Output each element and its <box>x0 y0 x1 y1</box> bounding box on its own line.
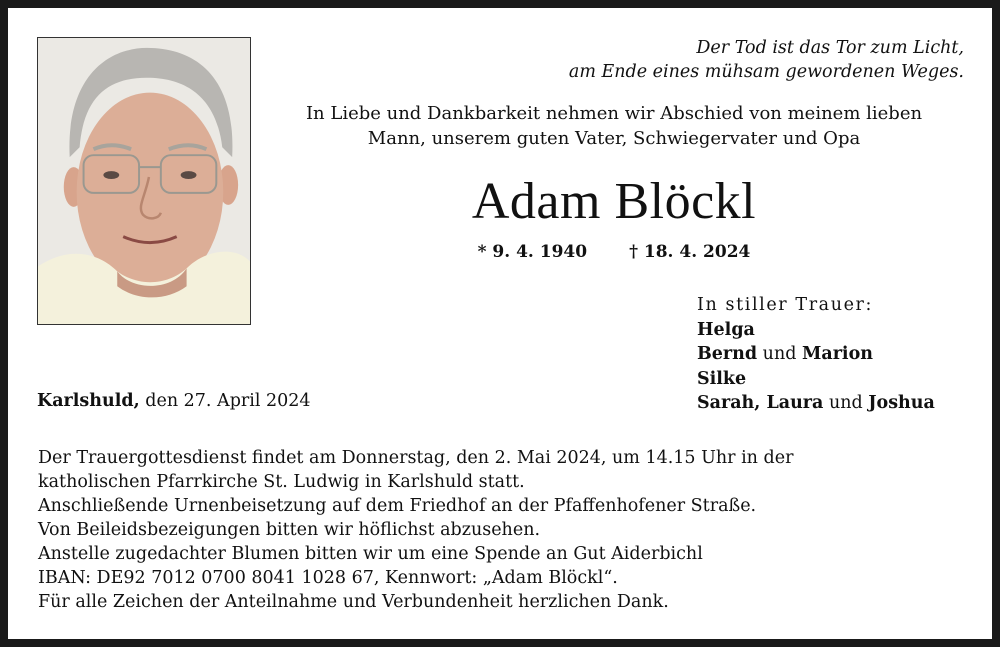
place: Karlshuld, <box>37 391 140 411</box>
birth-date: * 9. 4. 1940 <box>477 242 588 262</box>
mourner-name: Silke <box>697 368 747 389</box>
mourner-name: Joshua <box>868 393 935 413</box>
mourner-name: Helga <box>697 319 755 340</box>
mourner-line <box>697 342 935 367</box>
service-notice <box>38 446 793 614</box>
place-date <box>37 389 311 413</box>
portrait-photo <box>37 37 251 325</box>
death-date: † 18. 4. 2024 <box>629 242 751 262</box>
mourner-name: Marion <box>801 344 873 364</box>
notice-line: IBAN: DE92 7012 0700 8041 1028 67, Kennwort: „Adam Blöckl“. <box>38 568 618 588</box>
date: den 27. April 2024 <box>139 391 311 411</box>
mourner-name: Sarah, Laura <box>697 393 824 413</box>
notice-line: Anschließende Urnenbeisetzung auf dem Friedhof an der Pfaffenhofener Straße. <box>38 496 757 516</box>
motto-line: am Ende eines mühsam gewordenen Weges. <box>568 62 964 82</box>
notice-line: Von Beileidsbezeigungen bitten wir höflichst abzusehen. <box>38 520 541 540</box>
motto-line: Der Tod ist das Tor zum Licht, <box>696 38 964 58</box>
obituary-card <box>8 8 992 639</box>
mourner-name: Bernd <box>697 344 758 364</box>
notice-line: Anstelle zugedachter Blumen bitten wir um eine Spende an Gut Aiderbichl <box>38 544 703 564</box>
intro-line: In Liebe und Dankbarkeit nehmen wir Abschied von meinem lieben <box>305 103 923 124</box>
intro-text <box>276 101 952 151</box>
motto-quote <box>569 36 964 84</box>
notice-line: katholischen Pfarrkirche St. Ludwig in Karlshuld statt. <box>38 472 525 492</box>
deceased-name: Adam Blöckl <box>471 173 757 230</box>
mourners-heading: In stiller Trauer: <box>697 295 873 315</box>
mourner-conj: und <box>757 344 802 364</box>
life-dates <box>276 240 952 264</box>
notice-line: Für alle Zeichen der Anteilnahme und Verbundenheit herzlichen Dank. <box>38 592 669 612</box>
mourners-list <box>697 293 935 416</box>
mourner-line <box>697 391 935 416</box>
mourner-line <box>697 318 935 343</box>
mourner-line <box>697 367 935 392</box>
mourner-conj: und <box>823 393 869 413</box>
intro-line: Mann, unserem guten Vater, Schwiegervater und Opa <box>367 128 861 149</box>
notice-line: Der Trauergottesdienst findet am Donnerstag, den 2. Mai 2024, um 14.15 Uhr in der <box>38 448 794 468</box>
